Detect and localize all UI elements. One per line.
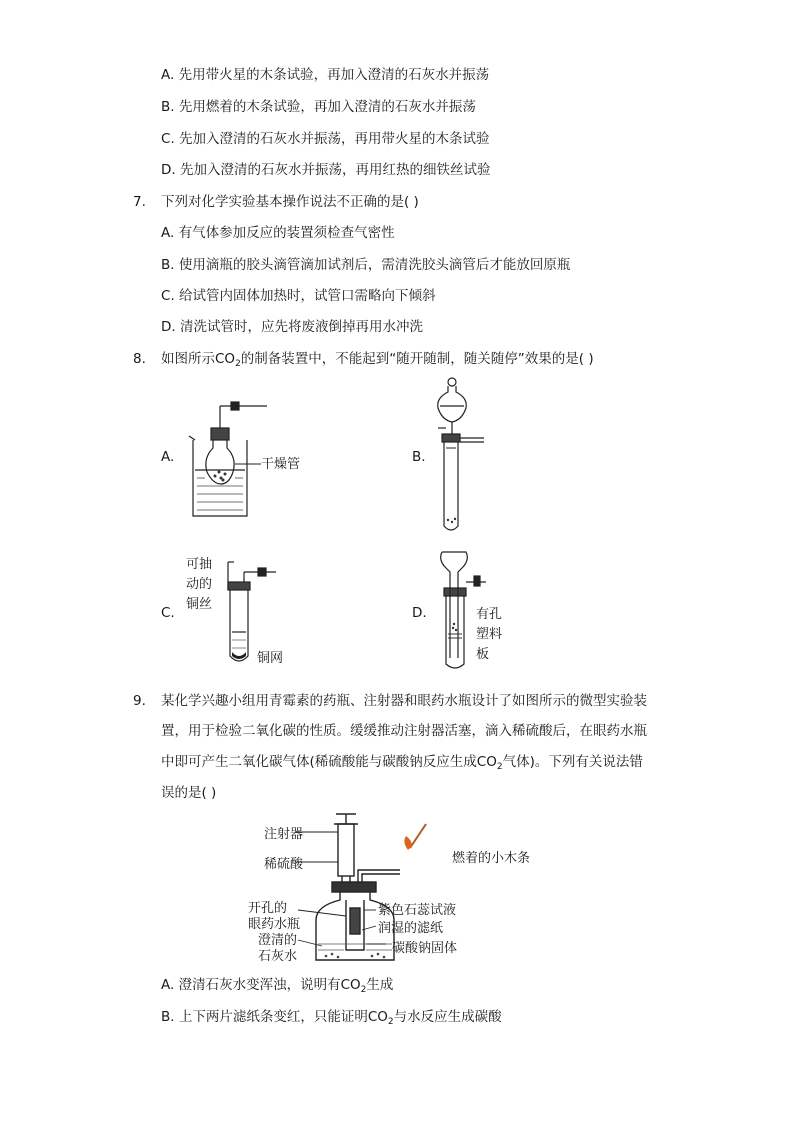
q8-annot-d-2: 塑料 <box>476 627 503 642</box>
q9-option-a: A. 澄清石灰水变浑浊，说明有$CO_2$生成 <box>161 977 394 995</box>
q8-label-a: A. <box>161 449 175 465</box>
q8-annot-c-1: 可抽 <box>186 557 213 572</box>
q9-stem-line2: 置，用于检验二氧化碳的性质。缓缓推动注射器活塞，滴入稀硫酸后，在眼药水瓶 <box>161 723 647 739</box>
q7-stem: 下列对化学实验基本操作说法不正确的是( ) <box>161 194 419 210</box>
q9-label-match: 燃着的小木条 <box>452 851 531 866</box>
q7-option-b: B. 使用滴瓶的胶头滴管滴加试剂后，需清洗胶头滴管后才能放回原瓶 <box>161 257 571 273</box>
q6-option-b: B. 先用燃着的木条试验，再加入澄清的石灰水并振荡 <box>161 99 476 115</box>
q8-figure-b <box>432 376 492 536</box>
q9-stem-line4: 误的是( ) <box>161 785 217 801</box>
q9-number: 9. <box>133 693 146 709</box>
q8-annot-d-1: 有孔 <box>476 607 503 622</box>
q6-option-d: D. 先加入澄清的石灰水并振荡，再用红热的细铁丝试验 <box>161 162 491 178</box>
q9-label-soda: 碳酸钠固体 <box>392 941 458 956</box>
q9-label-eyedrop-1: 开孔的 <box>248 901 288 916</box>
q8-stem: 如图所示$CO_2$的制备装置中，不能起到“随开随制，随关随停”效果的是( ) <box>161 351 594 369</box>
q9-label-litmus: 紫色石蕊试液 <box>378 903 457 918</box>
q8-label-c: C. <box>161 605 175 621</box>
q6-option-a: A. 先用带火星的木条试验，再加入澄清的石灰水并振荡 <box>161 67 490 83</box>
q9-option-b: B. 上下两片滤纸条变红，只能证明$CO_2$与水反应生成碳酸 <box>161 1009 502 1027</box>
q8-number: 8. <box>133 351 146 367</box>
q8-label-b: B. <box>412 449 426 465</box>
q8-label-d: D. <box>412 605 427 621</box>
q9-stem-line1: 某化学兴趣小组用青霉素的药瓶、注射器和眼药水瓶设计了如图所示的微型实验装 <box>161 693 647 709</box>
q9-label-lime-1: 澄清的 <box>258 933 298 948</box>
q7-number: 7. <box>133 194 146 210</box>
q7-option-d: D. 清洗试管时，应先将废液倒掉再用水冲洗 <box>161 319 423 335</box>
q6-option-c: C. 先加入澄清的石灰水并振荡，再用带火星的木条试验 <box>161 131 490 147</box>
q9-label-acid: 稀硫酸 <box>264 857 304 872</box>
q9-label-eyedrop-2: 眼药水瓶 <box>248 917 301 932</box>
q8-annot-c-2: 动的 <box>186 577 213 592</box>
q8-annot-c-3: 铜丝 <box>186 597 213 612</box>
q8-annot-copper-mesh: 铜网 <box>257 651 284 666</box>
q8-annot-drying-tube: 干燥管 <box>261 457 301 472</box>
q9-label-lime-2: 石灰水 <box>258 949 298 964</box>
q9-label-syringe: 注射器 <box>264 827 304 842</box>
q9-label-paper: 润湿的滤纸 <box>378 921 444 936</box>
q7-option-c: C. 给试管内固体加热时，试管口需略向下倾斜 <box>161 288 436 304</box>
q9-stem-line3: 中即可产生二氧化碳气体(稀硫酸能与碳酸钠反应生成$CO_2$气体)。下列有关说法错 <box>161 754 643 772</box>
q8-annot-d-3: 板 <box>476 647 490 662</box>
q7-option-a: A. 有气体参加反应的装置须检查气密性 <box>161 225 395 241</box>
